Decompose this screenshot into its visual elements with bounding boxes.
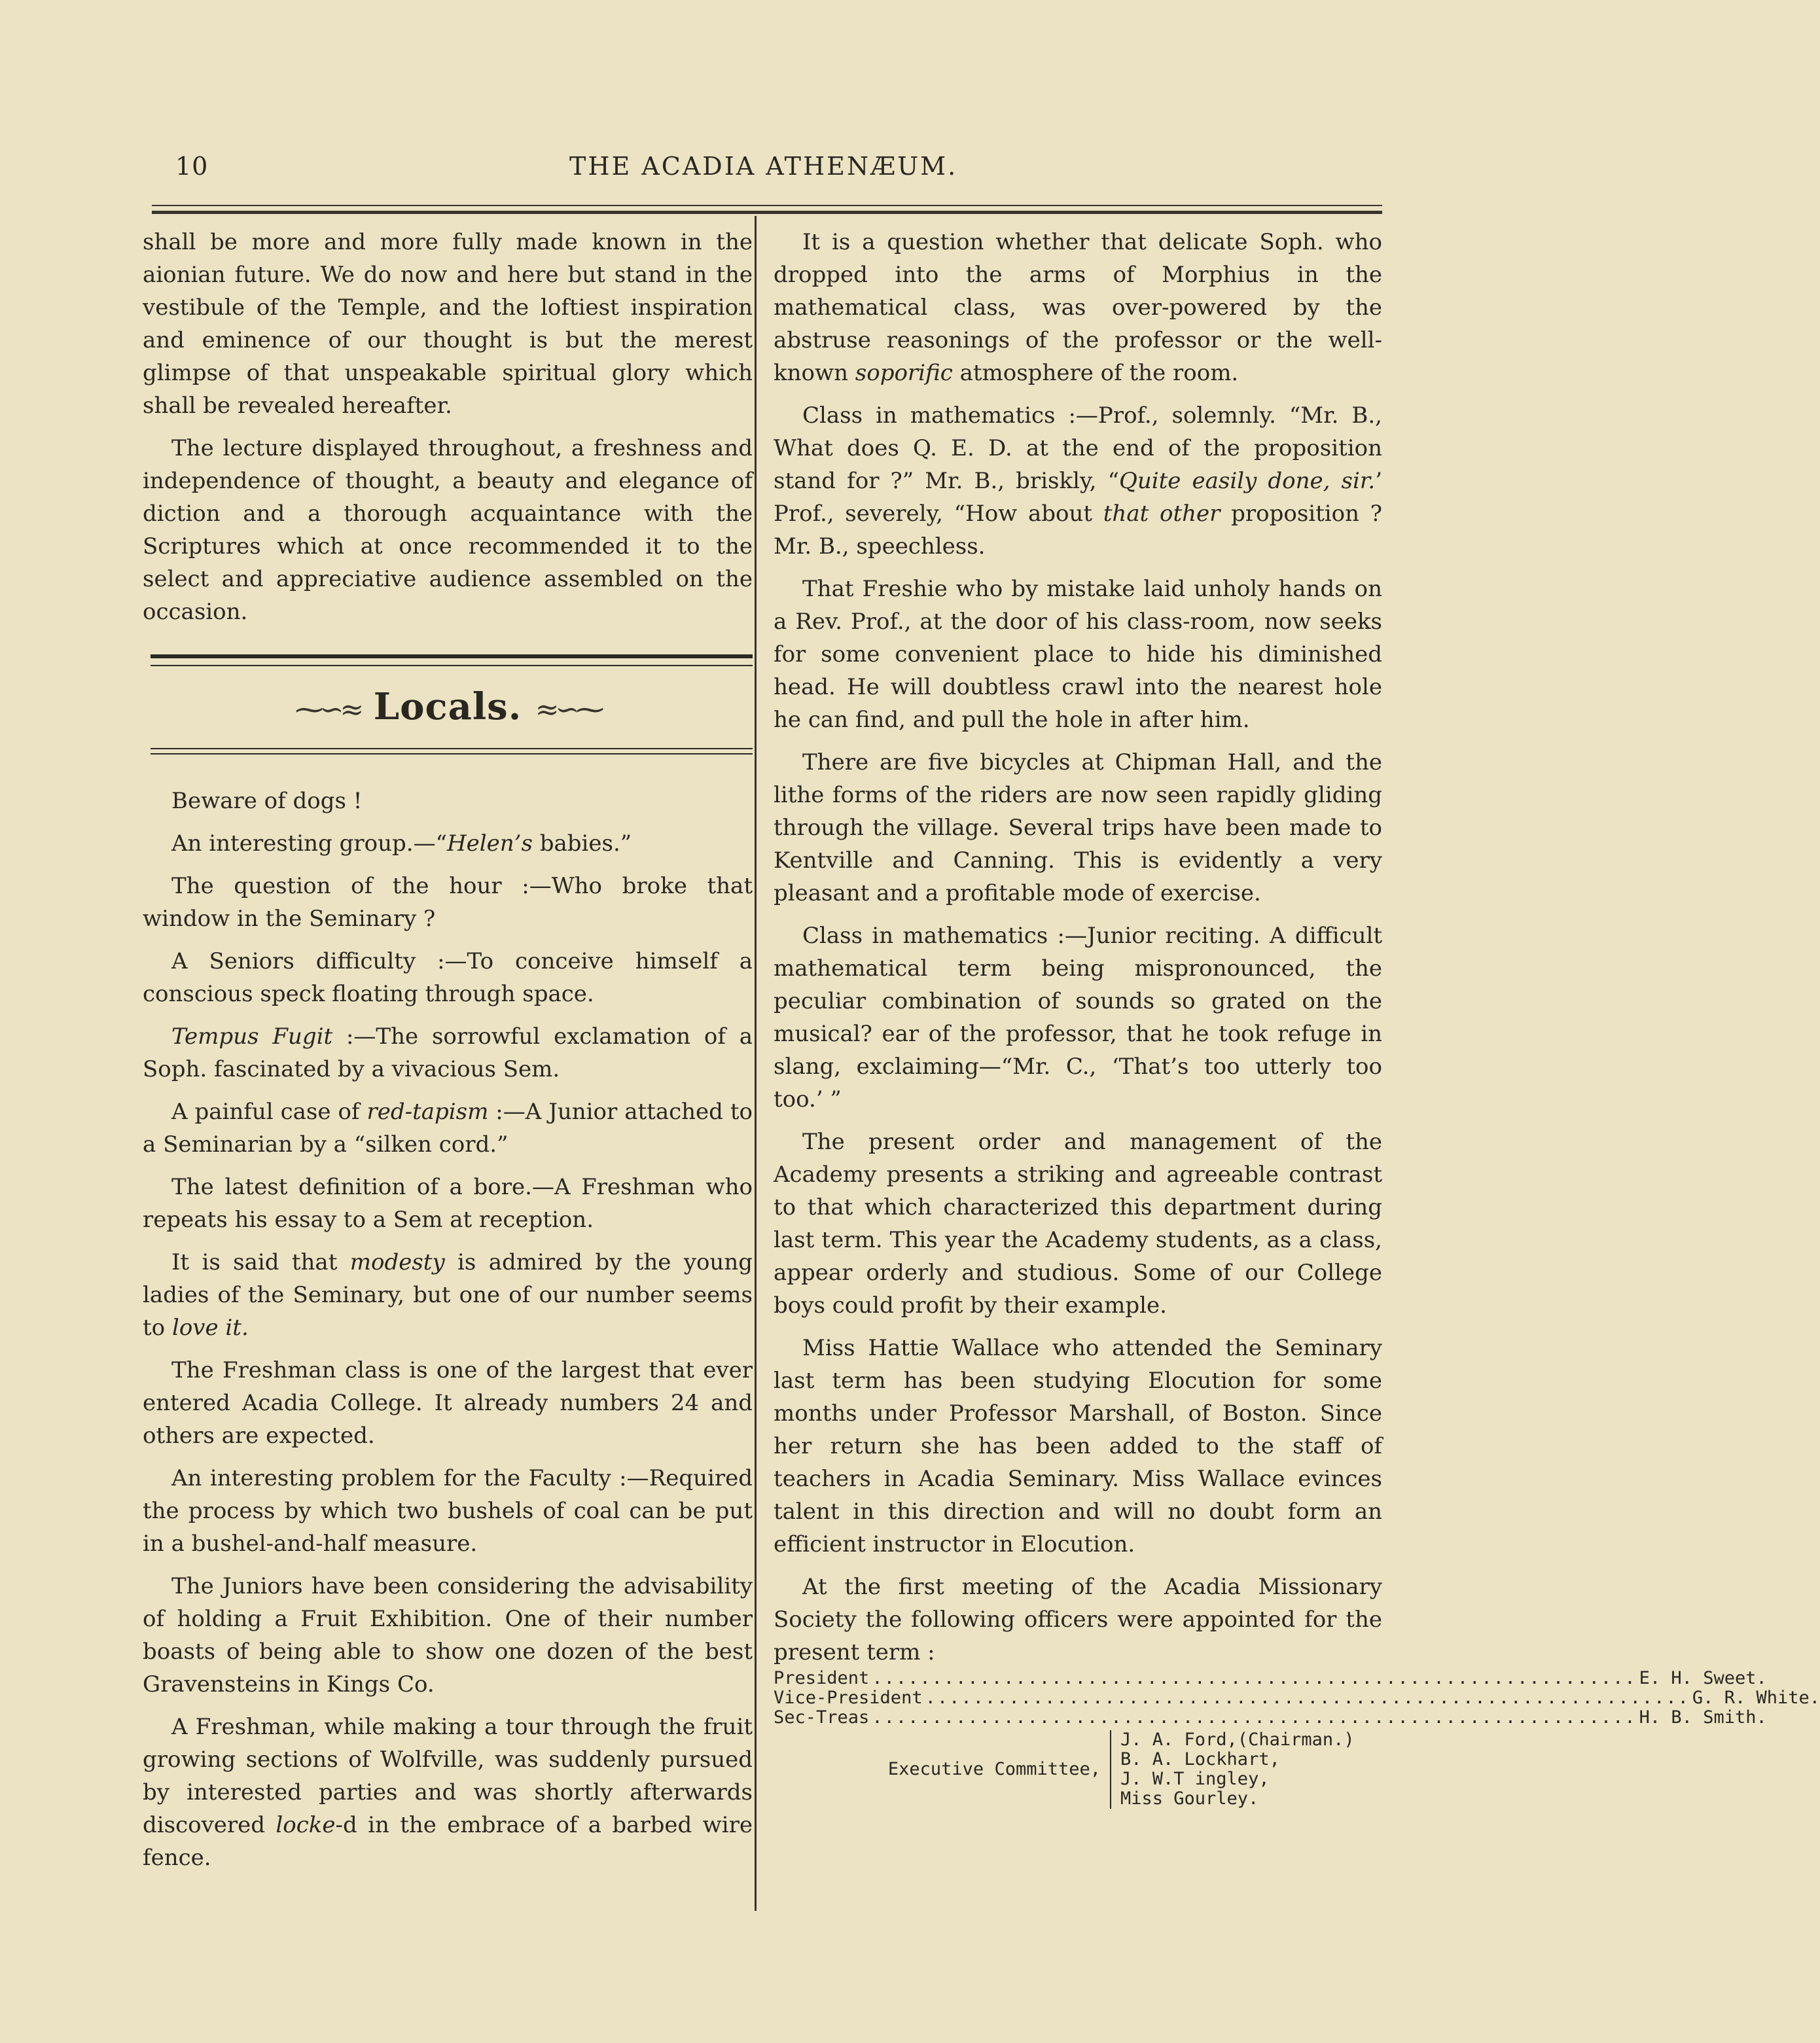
committee-member: J. A. Ford,(Chairman.) [1120,1730,1355,1750]
officer-row [774,1688,1820,1708]
running-title: THE ACADIA ATHENÆUM. [569,152,958,181]
local-item: A Seniors difficulty :—To conceive himself a conscious speck floating through space. [143,948,753,1007]
left-column [143,226,753,1884]
committee-member: B. A. Lockhart, [1120,1749,1280,1769]
committee-label: Executive Committee, [887,1759,1101,1779]
local-item: Class in mathematics :—Junior reciting. A difficult mathematical term being mispronounced, the peculiar combination of sounds so grated on the musical? ear of the professor, that he took refuge in slang, exclaiming—“Mr. C., ‘That’s too utterly too too.’ ” [774,923,1382,1112]
local-item: The Juniors have been considering the advisability of holding a Fruit Exhibition. One of their number boasts of being able to show one dozen of the best Gravensteins in Kings Co. [143,1573,753,1697]
officer-name: G. R. White. [1692,1688,1820,1708]
local-item: It is a question whether that delicate Soph. who dropped into the arms of Morphius in the mathematical class, was over-powered by the abstruse reasonings of the professor or the well-known soporific atmosphere of the room. [774,229,1382,386]
officers-list [774,1668,1820,1728]
officer-name: H. B. Smith. [1639,1707,1767,1728]
officer-row [774,1668,1767,1688]
section-rule-thick [151,654,753,658]
local-item: An interesting problem for the Faculty :—Required the process by which two bushels of coal can be put in a bushel-and-half measure. [143,1465,753,1557]
local-item: The Freshman class is one of the largest that ever entered Acadia College. It already numbers 24 and others are expected. [143,1357,753,1449]
local-item: It is said that modesty is admired by the young ladies of the Seminary, but one of our number seems to love it. [143,1249,753,1341]
page-number: 10 [175,152,209,181]
officer-role: President [774,1668,870,1688]
local-item: Class in mathematics :—Prof., solemnly. “Mr. B., What does Q. E. D. at the end of the proposition stand for ?” Mr. B., briskly, “Quite easily done, sir.’ Prof., severely, “How about that other proposition ? Mr. B., speechless. [774,402,1382,560]
section-rule-bottom-2 [151,753,753,755]
local-item: The present order and management of the Academy presents a striking and agreeable contrast to that which characterized this department during last term. This year the Academy students, as a class, appear orderly and studious. Some of our College boys could profit by their example. [774,1129,1382,1319]
local-item: A Freshman, while making a tour through the fruit growing sections of Wolfville, was suddenly pursued by interested parties and was shortly afterwards discovered locke-d in the embrace of a barbed wire fence. [143,1714,753,1871]
local-item: An interesting group.—“Helen’s babies.” [171,830,632,857]
section-rule-bottom-1 [151,748,753,749]
committee-member: J. W.T ingley, [1120,1769,1270,1789]
header-rule-thin [152,205,1382,206]
local-item: Miss Hattie Wallace who attended the Seminary last term has been studying Elocution for some months under Professor Marshall, of Boston. Since her return she has been added to the staff of teachers in Acadia Seminary. Miss Wallace evinces talent in this direction and will no doubt form an efficient instructor in Elocution. [774,1335,1382,1557]
committee-members [1110,1730,1355,1809]
local-item: The question of the hour :—Who broke that window in the Seminary ? [143,873,753,932]
lecture-paragraph-end: shall be more and more fully made known in the aionian future. We do now and here but stand in the vestibule of the Temple, and the loftiest inspiration and eminence of our thought is but the merest glimpse of that unspeakable spiritual glory which shall be revealed hereafter. [143,229,753,419]
committee-member: Miss Gourley. [1120,1788,1259,1809]
right-column [774,226,1820,1809]
left-flourish-icon: ⁓∽≈ [294,693,361,726]
leader-dots: ................................................................ [925,1688,1690,1708]
local-item: That Freshie who by mistake laid unholy hands on a Rev. Prof., at the door of his class-room, now seeks for some convenient place to hide his diminished head. He will doubtless crawl into the nearest hole he can find, and pull the hole in after him. [774,576,1382,733]
right-flourish-icon: ≈∽⁓ [535,693,601,726]
officer-role: Sec-Treas [774,1707,870,1728]
officer-role: Vice-President [774,1688,923,1708]
local-item: At the first meeting of the Acadia Missionary Society the following officers were appointed for the present term : [774,1574,1382,1665]
header-rule-thick [152,211,1382,214]
locals-heading [143,666,753,748]
local-item: There are five bicycles at Chipman Hall, and the lithe forms of the riders are now seen rapidly gliding through the village. Several trips have been made to Kentville and Canning. This is evidently a very pleasant and a profitable mode of exercise. [774,749,1382,906]
officer-row [774,1707,1767,1728]
local-item: Tempus Fugit :—The sorrowful exclamation of a Soph. fascinated by a vivacious Sem. [143,1023,753,1082]
leader-dots: ................................................................ [872,1707,1637,1728]
lecture-summary-paragraph: The lecture displayed throughout, a freshness and independence of thought, a beauty and elegance of diction and a thorough acquaintance with the Scriptures which at once recommended it to the select and appreciative audience assembled on the occasion. [143,435,753,625]
local-item: A painful case of red-tapism :—A Junior attached to a Seminarian by a “silken cord.” [143,1099,753,1158]
local-item: Beware of dogs ! [171,788,363,814]
leader-dots: ................................................................ [872,1668,1637,1688]
local-item: The latest definition of a bore.—A Freshman who repeats his essay to a Sem at reception. [143,1174,753,1233]
locals-title: Locals. [373,685,522,728]
officer-name: E. H. Sweet. [1639,1668,1767,1688]
column-divider [755,216,757,1911]
executive-committee [774,1730,1382,1809]
